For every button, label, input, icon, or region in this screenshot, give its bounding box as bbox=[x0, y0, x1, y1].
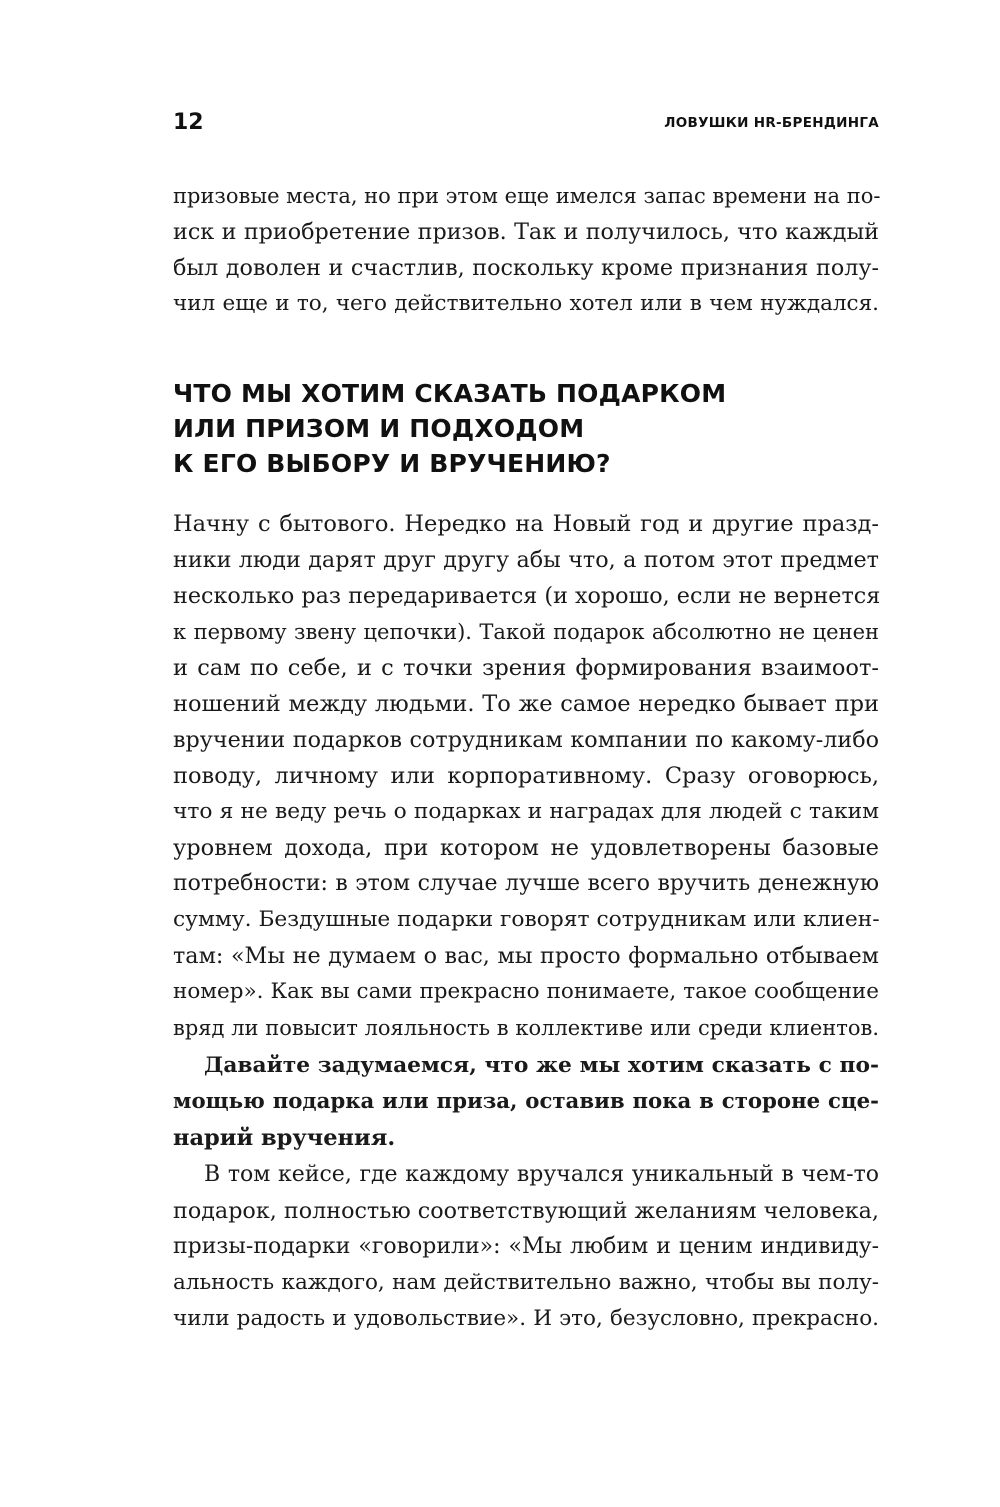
text-line: к первому звену цепочки). Такой подарок абсолютно не ценен bbox=[173, 620, 879, 644]
text-line: потребности: в этом случае лучше всего вручить денежную bbox=[173, 871, 879, 896]
text-line: альность каждого, нам действительно важно, чтобы вы полу- bbox=[173, 1270, 879, 1295]
text-line: чил еще и то, чего действительно хотел или в чем нуждался. bbox=[173, 291, 879, 316]
text-line: номер». Как вы сами прекрасно понимаете, такое сообщение bbox=[173, 979, 879, 1004]
heading-line: ЧТО МЫ ХОТИМ СКАЗАТЬ ПОДАРКОМ bbox=[173, 379, 727, 408]
text-line: и сам по себе, и с точки зрения формирования взаимоот- bbox=[173, 655, 879, 681]
text-line: мощью подарка или приза, оставив пока в стороне сце- bbox=[173, 1089, 879, 1114]
text-line: иск и приобретение призов. Так и получилось, что каждый bbox=[173, 219, 879, 245]
text-line: призы-подарки «говорили»: «Мы любим и ценим индивиду- bbox=[173, 1234, 879, 1259]
text-line: сумму. Бездушные подарки говорят сотрудникам или клиен- bbox=[173, 907, 880, 932]
text-line: Начну с бытового. Нередко на Новый год и другие празд- bbox=[173, 511, 879, 537]
running-title: ЛОВУШКИ HR-БРЕНДИНГА bbox=[664, 115, 879, 131]
text-line: В том кейсе, где каждому вручался уникальный в чем-то bbox=[204, 1162, 879, 1187]
text-line: вряд ли повысит лояльность в коллективе или среди клиентов. bbox=[173, 1016, 879, 1040]
text-line: несколько раз передаривается (и хорошо, если не вернется bbox=[173, 583, 881, 609]
text-line: был доволен и счастлив, поскольку кроме признания полу- bbox=[173, 255, 879, 281]
page-header bbox=[173, 108, 879, 138]
page-number: 12 bbox=[173, 110, 204, 135]
text-line: Давайте задумаемся, что же мы хотим сказать с по- bbox=[204, 1053, 879, 1078]
text-line: призовые места, но при этом еще имелся запас времени на по- bbox=[173, 184, 881, 208]
text-line: вручении подарков сотрудникам компании по какому-либо bbox=[173, 727, 879, 753]
text-line: подарок, полностью соответствующий желаниям человека, bbox=[173, 1198, 879, 1224]
text-line: там: «Мы не думаем о вас, мы просто формально отбываем bbox=[173, 943, 879, 969]
text-line: нарий вручения. bbox=[173, 1125, 396, 1151]
text-line: ношений между людьми. То же самое нередко бывает при bbox=[173, 691, 879, 717]
text-line: поводу, личному или корпоративному. Сразу оговорюсь, bbox=[173, 763, 879, 789]
text-line: ники люди дарят друг другу абы что, а потом этот предмет bbox=[173, 547, 879, 573]
text-line: чили радость и удовольствие». И это, безусловно, прекрасно. bbox=[173, 1306, 879, 1331]
heading-line: ИЛИ ПРИЗОМ И ПОДХОДОМ bbox=[173, 414, 585, 443]
heading-line: К ЕГО ВЫБОРУ И ВРУЧЕНИЮ? bbox=[173, 449, 611, 478]
text-line: что я не веду речь о подарках и наградах для людей с таким bbox=[173, 799, 879, 824]
text-line: уровнем дохода, при котором не удовлетворены базовые bbox=[173, 835, 879, 861]
